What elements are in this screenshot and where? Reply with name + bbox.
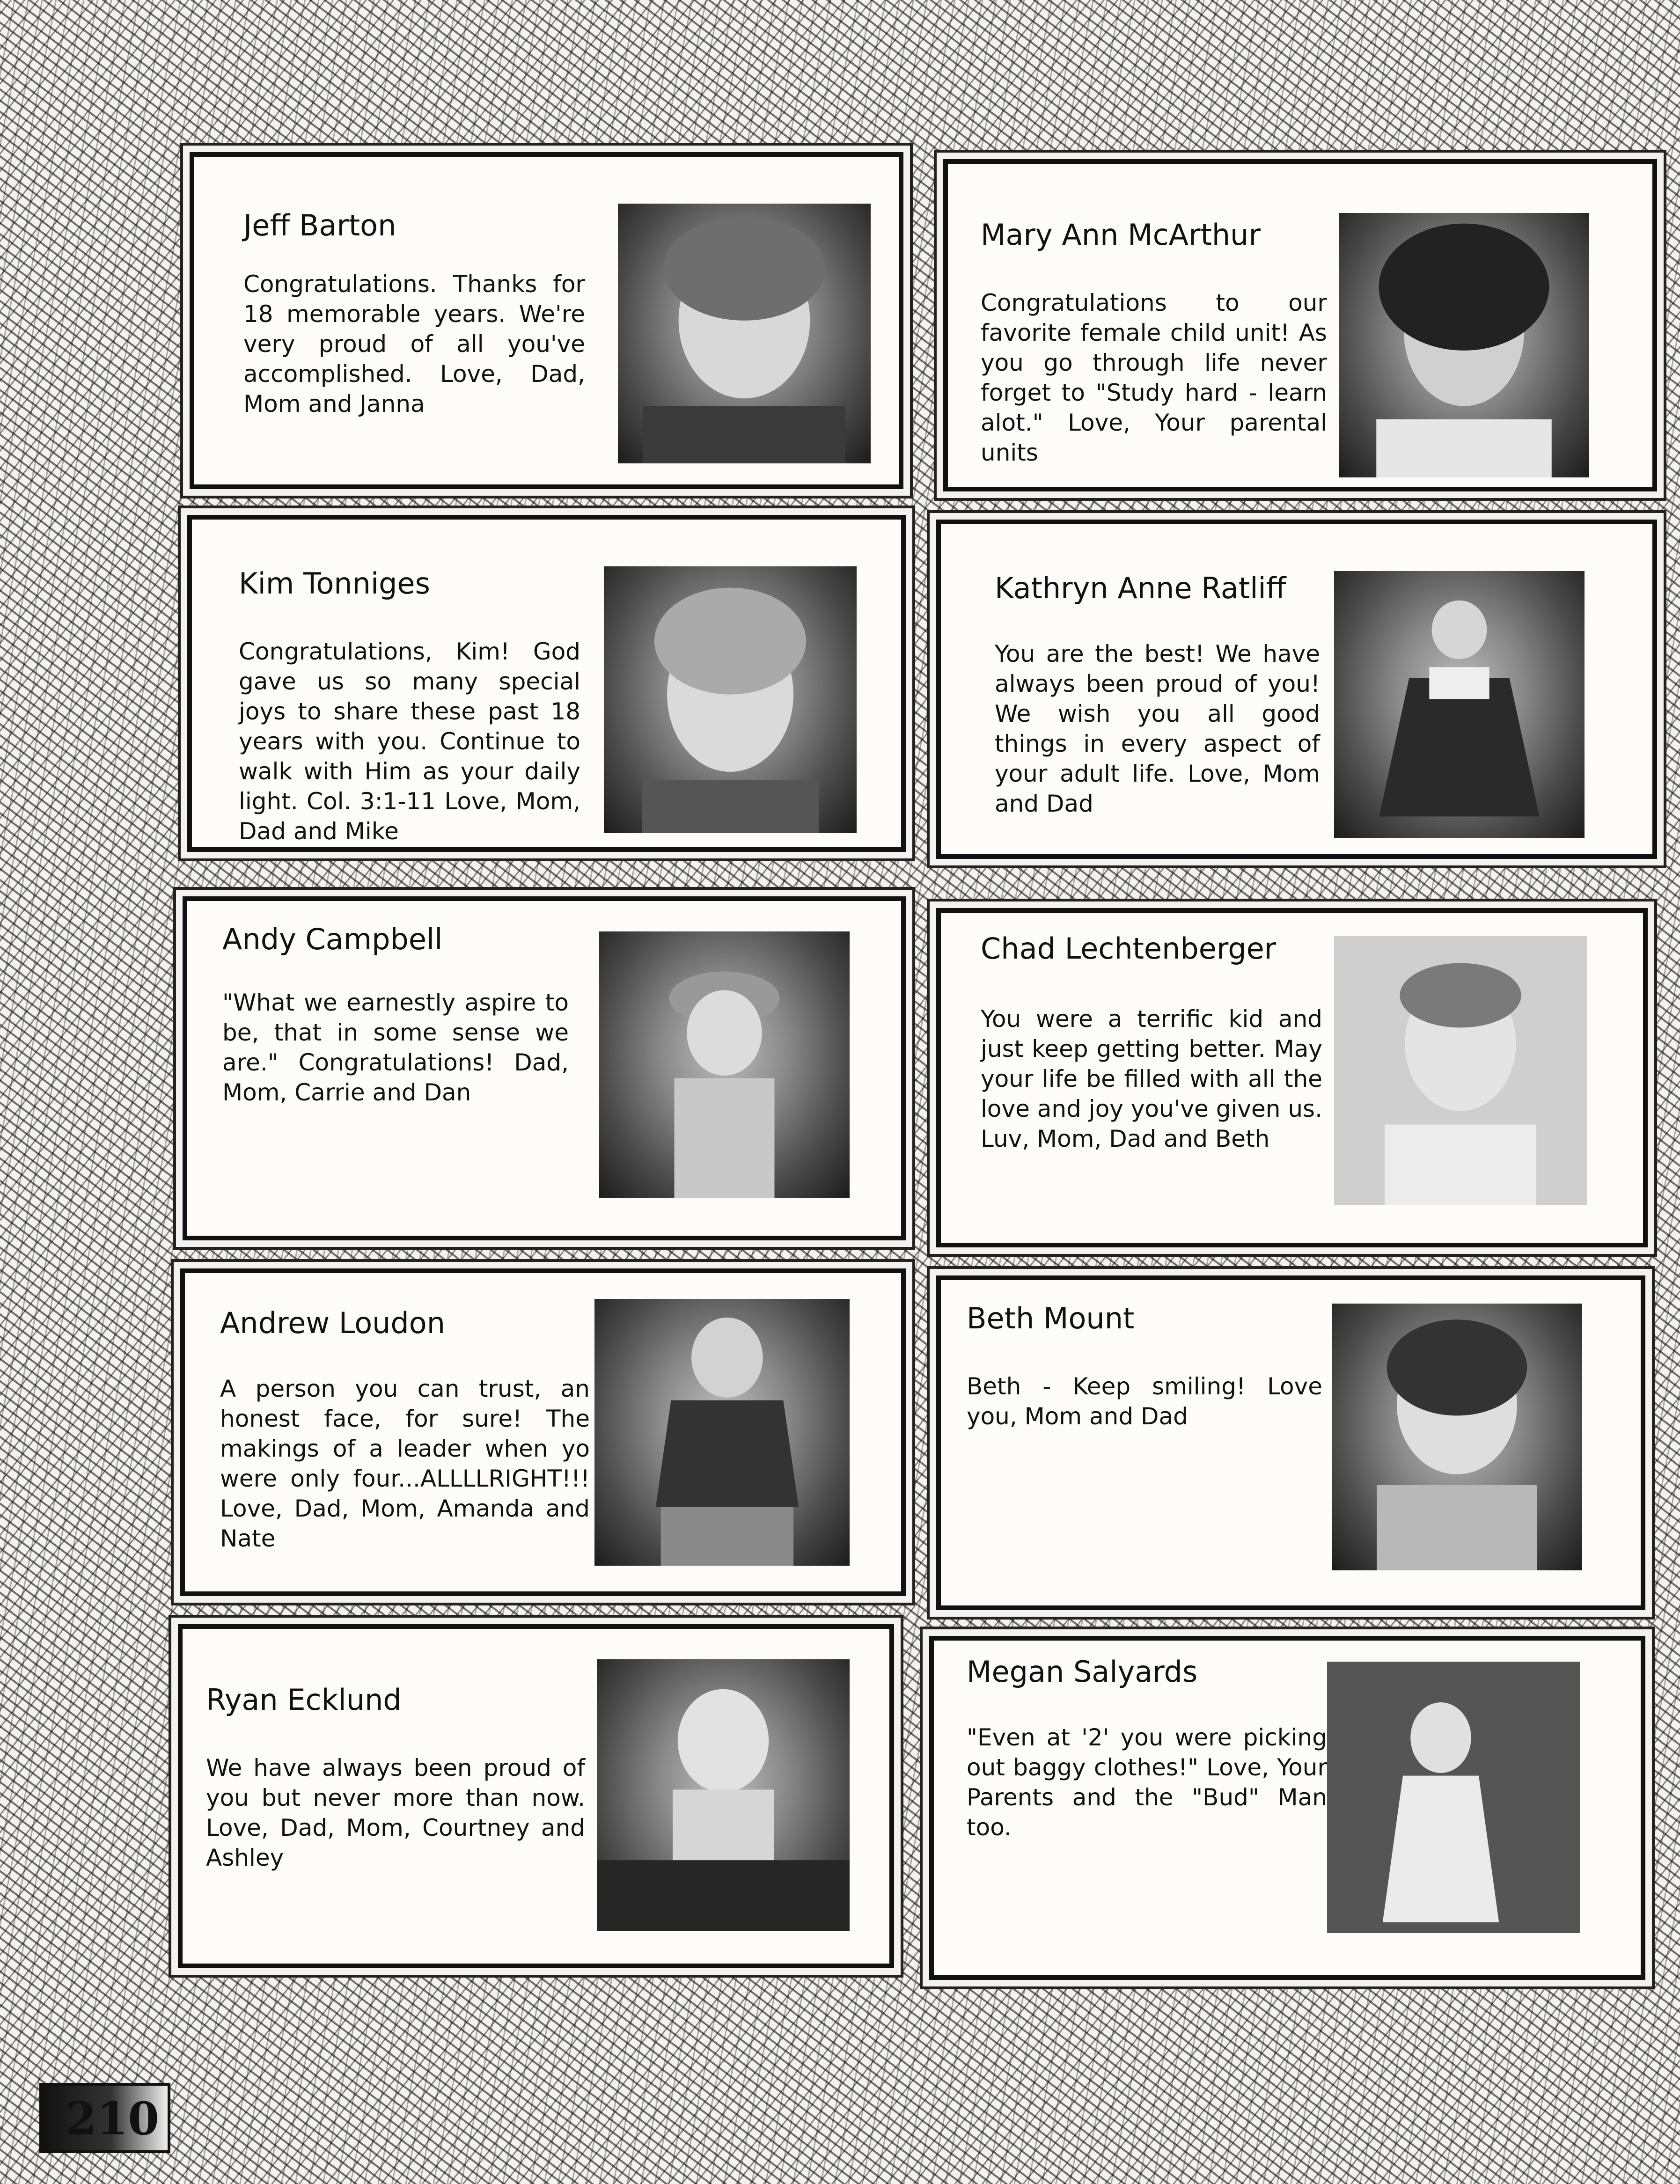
entry-card bbox=[929, 1636, 1645, 1980]
child-portrait-photo bbox=[1334, 936, 1587, 1205]
entry-card bbox=[187, 515, 906, 852]
entry-message: We have always been proud of you but never more than now. Love, Dad, Mom, Courtney and Ashley bbox=[206, 1754, 585, 1871]
child-portrait-photo bbox=[599, 931, 850, 1198]
entry-card bbox=[936, 1275, 1645, 1610]
entry-card bbox=[943, 159, 1657, 491]
entry-name: Andrew Loudon bbox=[220, 1306, 446, 1340]
page-number-badge bbox=[39, 2083, 170, 2153]
entry-card bbox=[190, 152, 903, 489]
entry-name: Jeff Barton bbox=[243, 208, 396, 242]
entry-card bbox=[936, 908, 1648, 1247]
child-portrait-photo bbox=[1334, 571, 1585, 838]
entry-card bbox=[183, 896, 906, 1240]
child-portrait-photo bbox=[1339, 213, 1589, 477]
entry-name: Kim Tonniges bbox=[239, 566, 430, 601]
entry-message: Beth - Keep smiling! Love you, Mom and Dad bbox=[967, 1373, 1322, 1430]
entry-card bbox=[936, 520, 1657, 859]
child-portrait-photo bbox=[1332, 1304, 1582, 1570]
entry-message: A person you can trust, an honest face, for sure! The makings of a leader when yo were only four...ALLLLRIGHT!!! Love, Dad, Mom, Amanda and Nate bbox=[220, 1375, 590, 1552]
entry-card bbox=[180, 1268, 906, 1596]
child-portrait-photo bbox=[618, 204, 871, 463]
entry-message: Congratulations, Kim! God gave us so many special joys to share these past 18 years with you. Continue to walk with Him as your daily light. Col. 3:1-11 Love, Mom, Dad and Mike bbox=[239, 638, 580, 845]
entry-message: Congratulations to our favorite female child unit! As you go through life never forget to "Study hard - learn alot." Love, Your parental units bbox=[981, 289, 1327, 466]
entry-message: You are the best! We have always been proud of you! We wish you all good things in every aspect of your adult life. Love, Mom and Dad bbox=[995, 640, 1320, 817]
entry-name: Beth Mount bbox=[967, 1301, 1135, 1335]
entry-name: Ryan Ecklund bbox=[206, 1683, 402, 1717]
entry-name: Andy Campbell bbox=[222, 922, 443, 956]
entry-message: "What we earnestly aspire to be, that in some sense we are." Congratulations! Dad, Mom, Carrie and Dan bbox=[222, 989, 569, 1106]
entry-name: Megan Salyards bbox=[967, 1655, 1198, 1689]
child-portrait-photo bbox=[594, 1299, 850, 1566]
entry-name: Mary Ann McArthur bbox=[981, 218, 1261, 252]
entry-message: "Even at '2' you were picking out baggy clothes!" Love, Your Parents and the "Bud" Man too. bbox=[967, 1724, 1327, 1841]
entry-card bbox=[178, 1624, 894, 1968]
entry-message: Congratulations. Thanks for 18 memorable years. We're very proud of all you've accomplished. Love, Dad, Mom and Janna bbox=[243, 271, 585, 418]
entry-name: Chad Lechtenberger bbox=[981, 931, 1277, 966]
page-number: 210 bbox=[65, 2092, 159, 2145]
entry-message: You were a terrific kid and just keep getting better. May your life be filled with all the love and joy you've given us. Luv, Mom, Dad and Beth bbox=[981, 1005, 1322, 1152]
entry-name: Kathryn Anne Ratliff bbox=[995, 571, 1286, 605]
child-portrait-photo bbox=[597, 1659, 850, 1931]
child-portrait-photo bbox=[604, 566, 857, 833]
child-portrait-photo bbox=[1327, 1662, 1580, 1933]
